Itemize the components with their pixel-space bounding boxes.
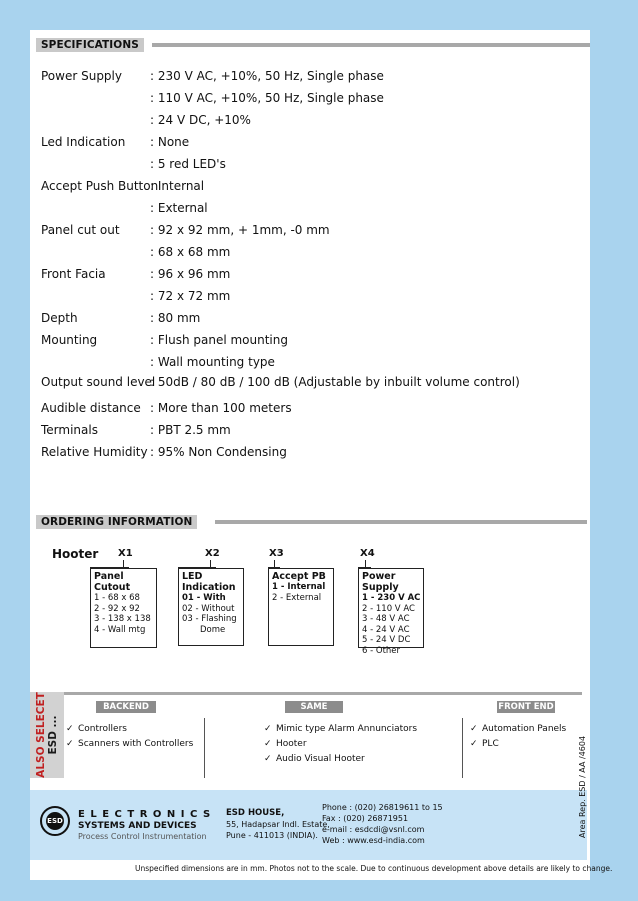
company-logo-text: ESD [46, 812, 64, 830]
category-badge: FRONT END [498, 702, 554, 712]
datasheet-page [30, 30, 590, 880]
company-logo-icon [40, 806, 70, 836]
also-select-tab [30, 692, 64, 778]
category-list [264, 722, 417, 767]
spec-value: : 5 red LED's [150, 157, 226, 171]
also-select-title: ALSO SELECET [35, 692, 47, 778]
ordering-option-item: 6 - Other [362, 645, 401, 656]
ordering-option-item: 5 - 24 V DC [362, 635, 411, 645]
address-line: 55, Hadapsar Indl. Estate, [226, 820, 330, 829]
disclaimer-note: Unspecified dimensions are in mm. Photos not to the scale. Due to continuous development above details are likely to change. [135, 864, 613, 873]
company-contact [322, 802, 443, 846]
category-list [66, 722, 193, 752]
check-icon: ✓ [66, 724, 74, 734]
spec-key: Power Supply [41, 69, 122, 83]
ordering-option-item: 02 - Without [182, 603, 235, 614]
contact-website[interactable]: Web : www.esd-india.com [322, 836, 425, 845]
category-list-item [470, 722, 566, 737]
spec-value: : External [150, 201, 208, 215]
category-item-text: Hooter [276, 739, 307, 749]
company-address [226, 808, 330, 841]
spec-key: Accept Push Button [41, 179, 159, 193]
spec-value: : 72 x 72 mm [150, 289, 231, 303]
ordering-product-name: Hooter [52, 547, 99, 561]
company-footer [30, 790, 587, 860]
check-icon: ✓ [264, 739, 272, 749]
category-list-item [264, 752, 417, 767]
ordering-heading [36, 515, 587, 529]
contact-phone: Phone : (020) 26819611 to 15 [322, 803, 443, 812]
address-heading: ESD HOUSE, [226, 808, 285, 818]
category-badge: SAME RANGE [285, 701, 343, 713]
ordering-option-box [178, 568, 244, 646]
check-icon: ✓ [470, 739, 478, 749]
spec-value: : 110 V AC, +10%, 50 Hz, Single phase [150, 91, 384, 105]
ordering-option-title: Accept PB [272, 571, 326, 582]
category-list-item [470, 737, 566, 752]
brand-name-line1: ELECTRONICS [78, 809, 216, 820]
ordering-code-label: X2 [205, 548, 220, 559]
category-item-text: Audio Visual Hooter [276, 754, 365, 764]
category-item-text: Controllers [78, 724, 127, 734]
ordering-option-item: 3 - 138 x 138 [94, 614, 151, 624]
also-select-label [30, 692, 64, 778]
ordering-option-item: 4 - 24 V AC [362, 624, 410, 635]
ordering-option-box [90, 568, 157, 648]
specifications-heading-label: SPECIFICATIONS [36, 38, 144, 52]
spec-key: Depth [41, 311, 78, 325]
spec-key: Front Facia [41, 267, 106, 281]
spec-value: : 68 x 68 mm [150, 245, 231, 259]
category-list-item [264, 737, 417, 752]
ordering-heading-label: ORDERING INFORMATION [36, 515, 197, 529]
category-list-item [66, 737, 193, 752]
category-item-text: Automation Panels [482, 724, 567, 734]
specifications-heading-rule [152, 43, 590, 47]
category-item-text: Scanners with Controllers [78, 739, 194, 749]
spec-value: : Flush panel mounting [150, 333, 288, 347]
spec-key: Audible distance [41, 401, 141, 415]
ordering-option-title: Power Supply [362, 571, 399, 593]
brand-tagline: Process Control Instrumentation [78, 832, 207, 841]
spec-key: Panel cut out [41, 223, 120, 237]
category-item-text: PLC [482, 739, 499, 749]
spec-value: : PBT 2.5 mm [150, 423, 231, 437]
spec-value: : 92 x 92 mm, + 1mm, -0 mm [150, 223, 330, 237]
brand-name-line2: SYSTEMS AND DEVICES [78, 821, 197, 831]
ordering-option-item: 01 - With [182, 593, 226, 603]
ordering-code-label: X3 [269, 548, 284, 559]
ordering-option-item: 2 - 92 x 92 [94, 603, 140, 614]
also-select-rule [64, 692, 582, 695]
spec-key: Relative Humidity [41, 445, 148, 459]
address-line: Pune - 411013 (INDIA). [226, 831, 318, 840]
ordering-code-label: X1 [118, 548, 133, 559]
ordering-option-item: 1 - 230 V AC [362, 593, 421, 603]
spec-value: : 80 mm [150, 311, 201, 325]
contact-fax: Fax : (020) 26871951 [322, 814, 409, 823]
ordering-option-item: 4 - Wall mtg [94, 624, 146, 635]
ordering-code-label: X4 [360, 548, 375, 559]
also-select-subtitle: ESD ... [47, 715, 59, 755]
spec-key: Led Indication [41, 135, 126, 149]
spec-value: : More than 100 meters [150, 401, 292, 415]
spec-value: : None [150, 135, 190, 149]
ordering-option-title: Panel Cutout [94, 571, 131, 593]
category-list-item [264, 722, 417, 737]
ordering-option-item: 1 - 68 x 68 [94, 593, 140, 603]
category-item-text: Mimic type Alarm Annunciators [276, 724, 418, 734]
ordering-option-item: 03 - Flashing [182, 614, 237, 624]
ordering-option-item: 3 - 48 V AC [362, 614, 410, 624]
check-icon: ✓ [264, 754, 272, 764]
category-list [470, 722, 566, 752]
check-icon: ✓ [264, 724, 272, 734]
category-list-item [66, 722, 193, 737]
ordering-option-box [358, 568, 424, 656]
ordering-heading-rule [215, 520, 587, 524]
contact-email[interactable]: e-mail : esdcdi@vsnl.com [322, 825, 425, 834]
check-icon: ✓ [66, 739, 74, 749]
ordering-option-item: 2 - 110 V AC [362, 603, 415, 614]
spec-value: : 96 x 96 mm [150, 267, 231, 281]
category-divider [462, 718, 463, 778]
spec-value: : 230 V AC, +10%, 50 Hz, Single phase [150, 69, 384, 83]
category-badge: BACKEND [96, 701, 156, 713]
ordering-option-item: 2 - External [272, 592, 322, 603]
category-divider [204, 718, 205, 778]
spec-key: Output sound level [41, 375, 156, 389]
spec-value: : 50dB / 80 dB / 100 dB (Adjustable by inbuilt volume control) [150, 375, 520, 389]
spec-key: Mounting [41, 333, 98, 347]
ordering-option-title: LED Indication [182, 571, 236, 593]
spec-value: : 95% Non Condensing [150, 445, 287, 459]
ordering-option-box [268, 568, 334, 646]
document-reference: Area Rep. ESD / AA /4604 [578, 735, 587, 838]
check-icon: ✓ [470, 724, 478, 734]
specifications-heading [36, 38, 590, 52]
spec-key: Terminals [41, 423, 98, 437]
ordering-option-item: Dome [200, 624, 226, 635]
ordering-option-item: 1 - Internal [272, 582, 326, 592]
spec-value: : Wall mounting type [150, 355, 275, 369]
spec-value: : Internal [150, 179, 205, 193]
spec-value: : 24 V DC, +10% [150, 113, 251, 127]
